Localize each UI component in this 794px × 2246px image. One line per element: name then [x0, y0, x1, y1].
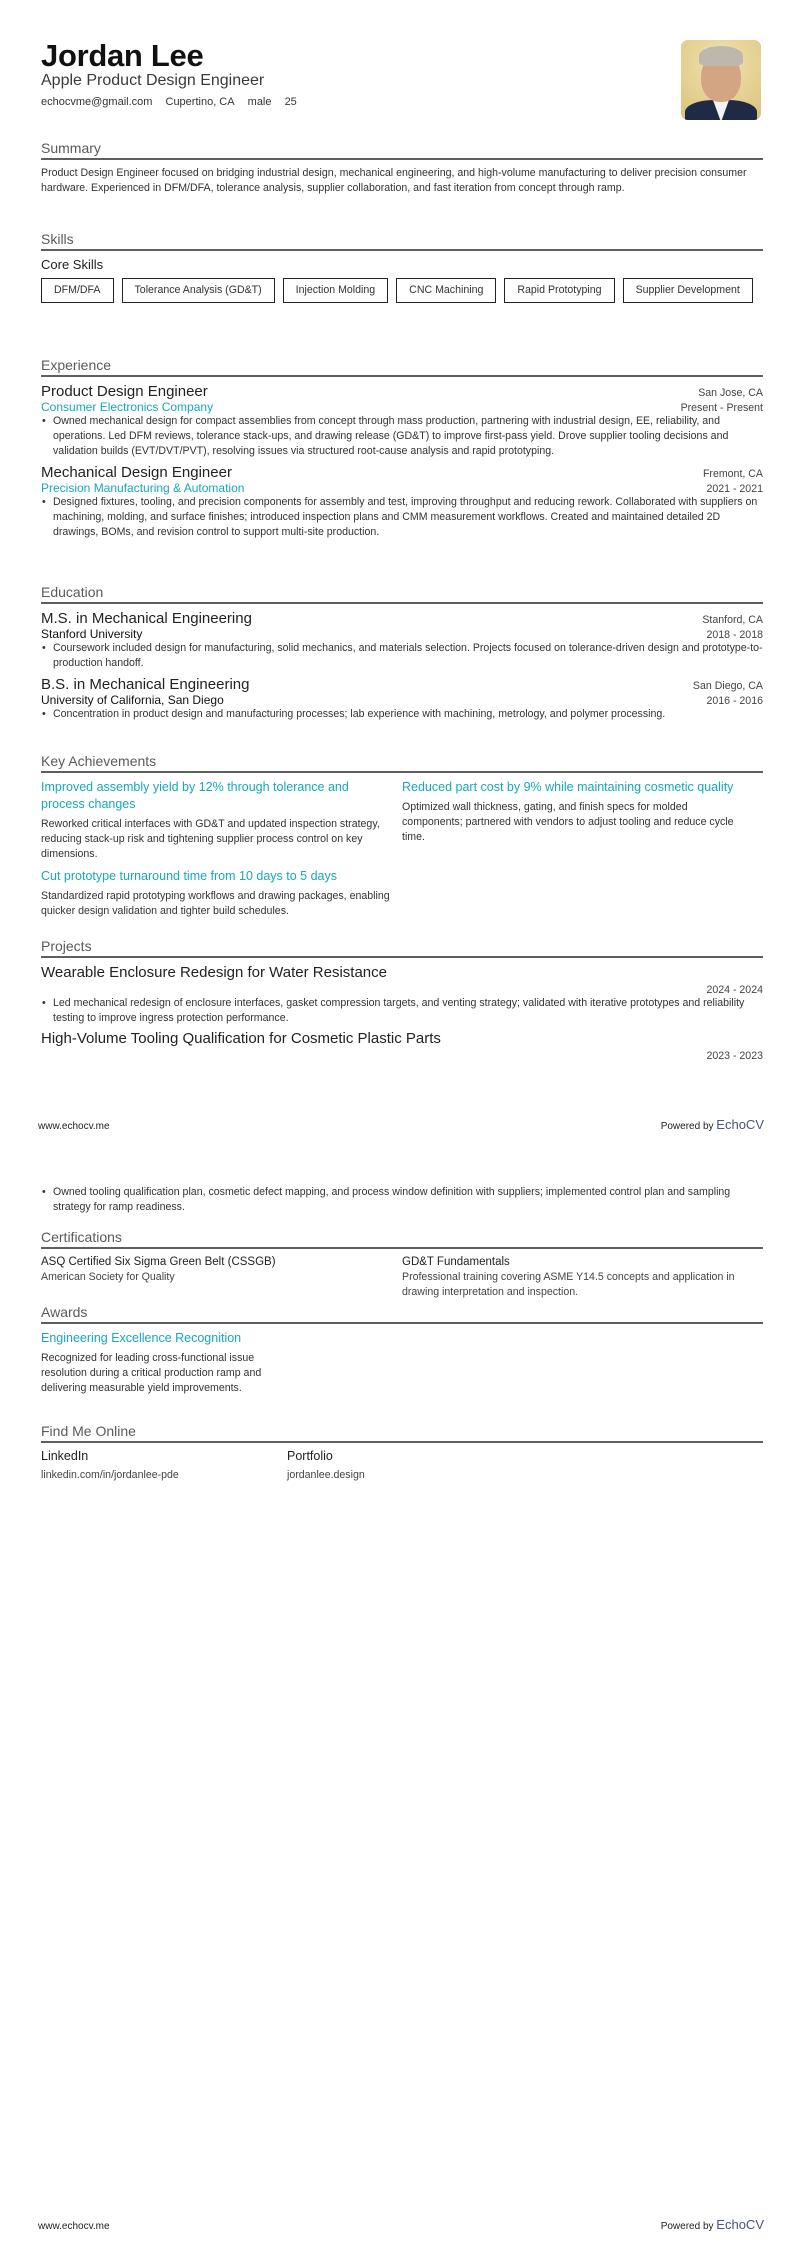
section-title-awards: Awards [41, 1304, 763, 1324]
achievement-title: Cut prototype turnaround time from 10 days to 5 days [41, 869, 337, 883]
achievement-item [402, 779, 763, 862]
projects-continued [41, 1185, 763, 1215]
contact-gender: male [247, 96, 272, 108]
project-bullet: • Owned tooling qualification plan, cosmetic defect mapping, and process window definition with suppliers; implemented control plan and sampling strategy for ramp readiness. [41, 1185, 763, 1215]
contact-location: Cupertino, CA [165, 96, 235, 108]
company-name: Consumer Electronics Company [41, 400, 214, 414]
skill-chip: DFM/DFA [41, 278, 114, 303]
education-section [41, 584, 763, 722]
page-footer [38, 2217, 764, 2232]
award-name: Engineering Excellence Recognition [41, 1331, 242, 1345]
section-title-projects: Projects [41, 938, 763, 958]
contact-age: 25 [284, 96, 297, 108]
education-entry [41, 676, 763, 722]
resume-page-2 [0, 1123, 794, 2246]
footer-powered: Powered by EchoCV [660, 2217, 764, 2232]
achievement-desc: Optimized wall thickness, gating, and finish specs for molded components; partnered with vendors to adjust tooling and reduce cycle time. [402, 801, 734, 843]
section-title-experience: Experience [41, 357, 763, 377]
portfolio-link[interactable]: jordanlee.design [287, 1469, 365, 1481]
project-dates: 2024 - 2024 [706, 984, 763, 996]
summary-section [41, 140, 763, 196]
skill-group-label: Core Skills [41, 257, 104, 272]
job-dates: Present - Present [680, 402, 763, 414]
footer-powered: Powered by EchoCV [660, 1117, 764, 1132]
certification-item [402, 1255, 763, 1300]
experience-entry [41, 464, 763, 540]
project-bullet: • Led mechanical redesign of enclosure interfaces, gasket compression targets, and venting strategy; validated with iterative prototypes and reliability testing to improve ingress protection performance. [41, 996, 763, 1026]
education-dates: 2018 - 2018 [706, 629, 763, 641]
experience-entry [41, 383, 763, 459]
projects-section [41, 938, 763, 1062]
project-name: High-Volume Tooling Qualification for Cosmetic Plastic Parts [41, 1030, 441, 1047]
section-title-skills: Skills [41, 231, 763, 251]
avatar [681, 40, 761, 120]
online-item [41, 1449, 287, 1483]
section-title-education: Education [41, 584, 763, 604]
linkedin-link[interactable]: linkedin.com/in/jordanlee-pde [41, 1469, 179, 1481]
job-title: Product Design Engineer [41, 383, 208, 400]
job-title: Mechanical Design Engineer [41, 464, 232, 481]
certifications-section [41, 1229, 763, 1306]
skill-chip: Rapid Prototyping [504, 278, 614, 303]
project-entry [41, 1030, 763, 1062]
candidate-headline: Apple Product Design Engineer [41, 72, 265, 89]
certification-issuer: American Society for Quality [41, 1271, 175, 1283]
education-bullet: • Coursework included design for manufacturing, solid mechanics, and materials selection. Projects focused on tolerance-driven design and prototype-to-production handoff. [41, 641, 763, 671]
job-location: Fremont, CA [702, 468, 763, 480]
certification-name: GD&T Fundamentals [402, 1256, 510, 1268]
education-bullet: • Concentration in product design and manufacturing processes; lab experience with machining, metrology, and polymer processing. [41, 707, 763, 722]
footer-site-link[interactable]: www.echocv.me [38, 1121, 110, 1132]
school-name: Stanford University [41, 627, 143, 641]
achievements-section [41, 753, 763, 925]
skill-chip: CNC Machining [396, 278, 496, 303]
skills-section [41, 231, 763, 303]
achievement-title: Reduced part cost by 9% while maintaining cosmetic quality [402, 780, 734, 794]
skill-chips [41, 278, 763, 303]
footer-site-link[interactable]: www.echocv.me [38, 2221, 110, 2232]
section-title-online: Find Me Online [41, 1423, 763, 1443]
online-label: Portfolio [287, 1449, 333, 1463]
contact-email: echocvme@gmail.com [41, 96, 153, 108]
award-desc: Recognized for leading cross-functional issue resolution during a critical production ramp and delivering measurable yield improvements. [41, 1352, 262, 1394]
degree: B.S. in Mechanical Engineering [41, 676, 250, 693]
certification-name: ASQ Certified Six Sigma Green Belt (CSSGB) [41, 1256, 276, 1268]
skill-chip: Tolerance Analysis (GD&T) [122, 278, 275, 303]
skill-chip: Supplier Development [623, 278, 753, 303]
experience-section [41, 357, 763, 540]
online-label: LinkedIn [41, 1449, 89, 1463]
achievement-item [41, 868, 402, 919]
section-title-certifications: Certifications [41, 1229, 763, 1249]
online-section [41, 1423, 763, 1483]
award-item [41, 1330, 281, 1396]
school-location: San Diego, CA [692, 680, 763, 692]
company-name: Precision Manufacturing & Automation [41, 481, 245, 495]
achievement-desc: Reworked critical interfaces with GD&T and updated inspection strategy, reducing stack-up risk and tightening supplier process control on key dimensions. [41, 818, 380, 860]
project-entry [41, 964, 763, 1026]
job-location: San Jose, CA [698, 387, 763, 399]
job-bullet: • Owned mechanical design for compact assemblies from concept through mass production, partnering with industrial design, EE, reliability, and operations. Led DFM reviews, tolerance stack-ups, and drawing release (GD&T) to improve first-pass yield. Drove supplier tooling decisions and validation builds (EVT/DVT/PVT), resolving issues via structured root-cause analysis and rapid prototyping. [41, 414, 763, 459]
job-bullet: • Designed fixtures, tooling, and precision components for assembly and test, improving throughput and reducing rework. Collaborated with suppliers on machining, molding, and surface finishes; introduced inspection plans and CMM measurement workflows. Created and maintained detailed 2D drawings, BOMs, and revision control to support multi-site production. [41, 495, 763, 540]
section-title-summary: Summary [41, 140, 763, 160]
contact-line [41, 96, 307, 108]
achievement-item [41, 779, 402, 862]
project-name: Wearable Enclosure Redesign for Water Resistance [41, 964, 387, 981]
awards-section [41, 1304, 763, 1396]
education-entry [41, 610, 763, 671]
skill-chip: Injection Molding [283, 278, 389, 303]
summary-text: Product Design Engineer focused on bridging industrial design, mechanical engineering, and high-volume manufacturing to deliver precision consumer hardware. Experienced in DFM/DFA, tolerance analysis, supplier collaboration, and fast iteration from concept through ramp. [41, 167, 747, 194]
online-item [287, 1449, 533, 1483]
job-dates: 2021 - 2021 [706, 483, 763, 495]
certification-item [41, 1255, 402, 1300]
school-name: University of California, San Diego [41, 693, 224, 707]
certification-issuer: Professional training covering ASME Y14.5 concepts and application in drawing interpretation and inspection. [402, 1271, 735, 1298]
candidate-name: Jordan Lee [41, 38, 204, 73]
achievement-desc: Standardized rapid prototyping workflows and drawing packages, enabling quicker design validation and tighter build schedules. [41, 890, 390, 917]
degree: M.S. in Mechanical Engineering [41, 610, 252, 627]
brand-logo: EchoCV [716, 2217, 764, 2232]
school-location: Stanford, CA [702, 614, 763, 626]
section-title-achievements: Key Achievements [41, 753, 763, 773]
education-dates: 2016 - 2016 [706, 695, 763, 707]
brand-logo: EchoCV [716, 1117, 764, 1132]
achievement-title: Improved assembly yield by 12% through tolerance and process changes [41, 780, 349, 811]
project-dates: 2023 - 2023 [706, 1050, 763, 1062]
